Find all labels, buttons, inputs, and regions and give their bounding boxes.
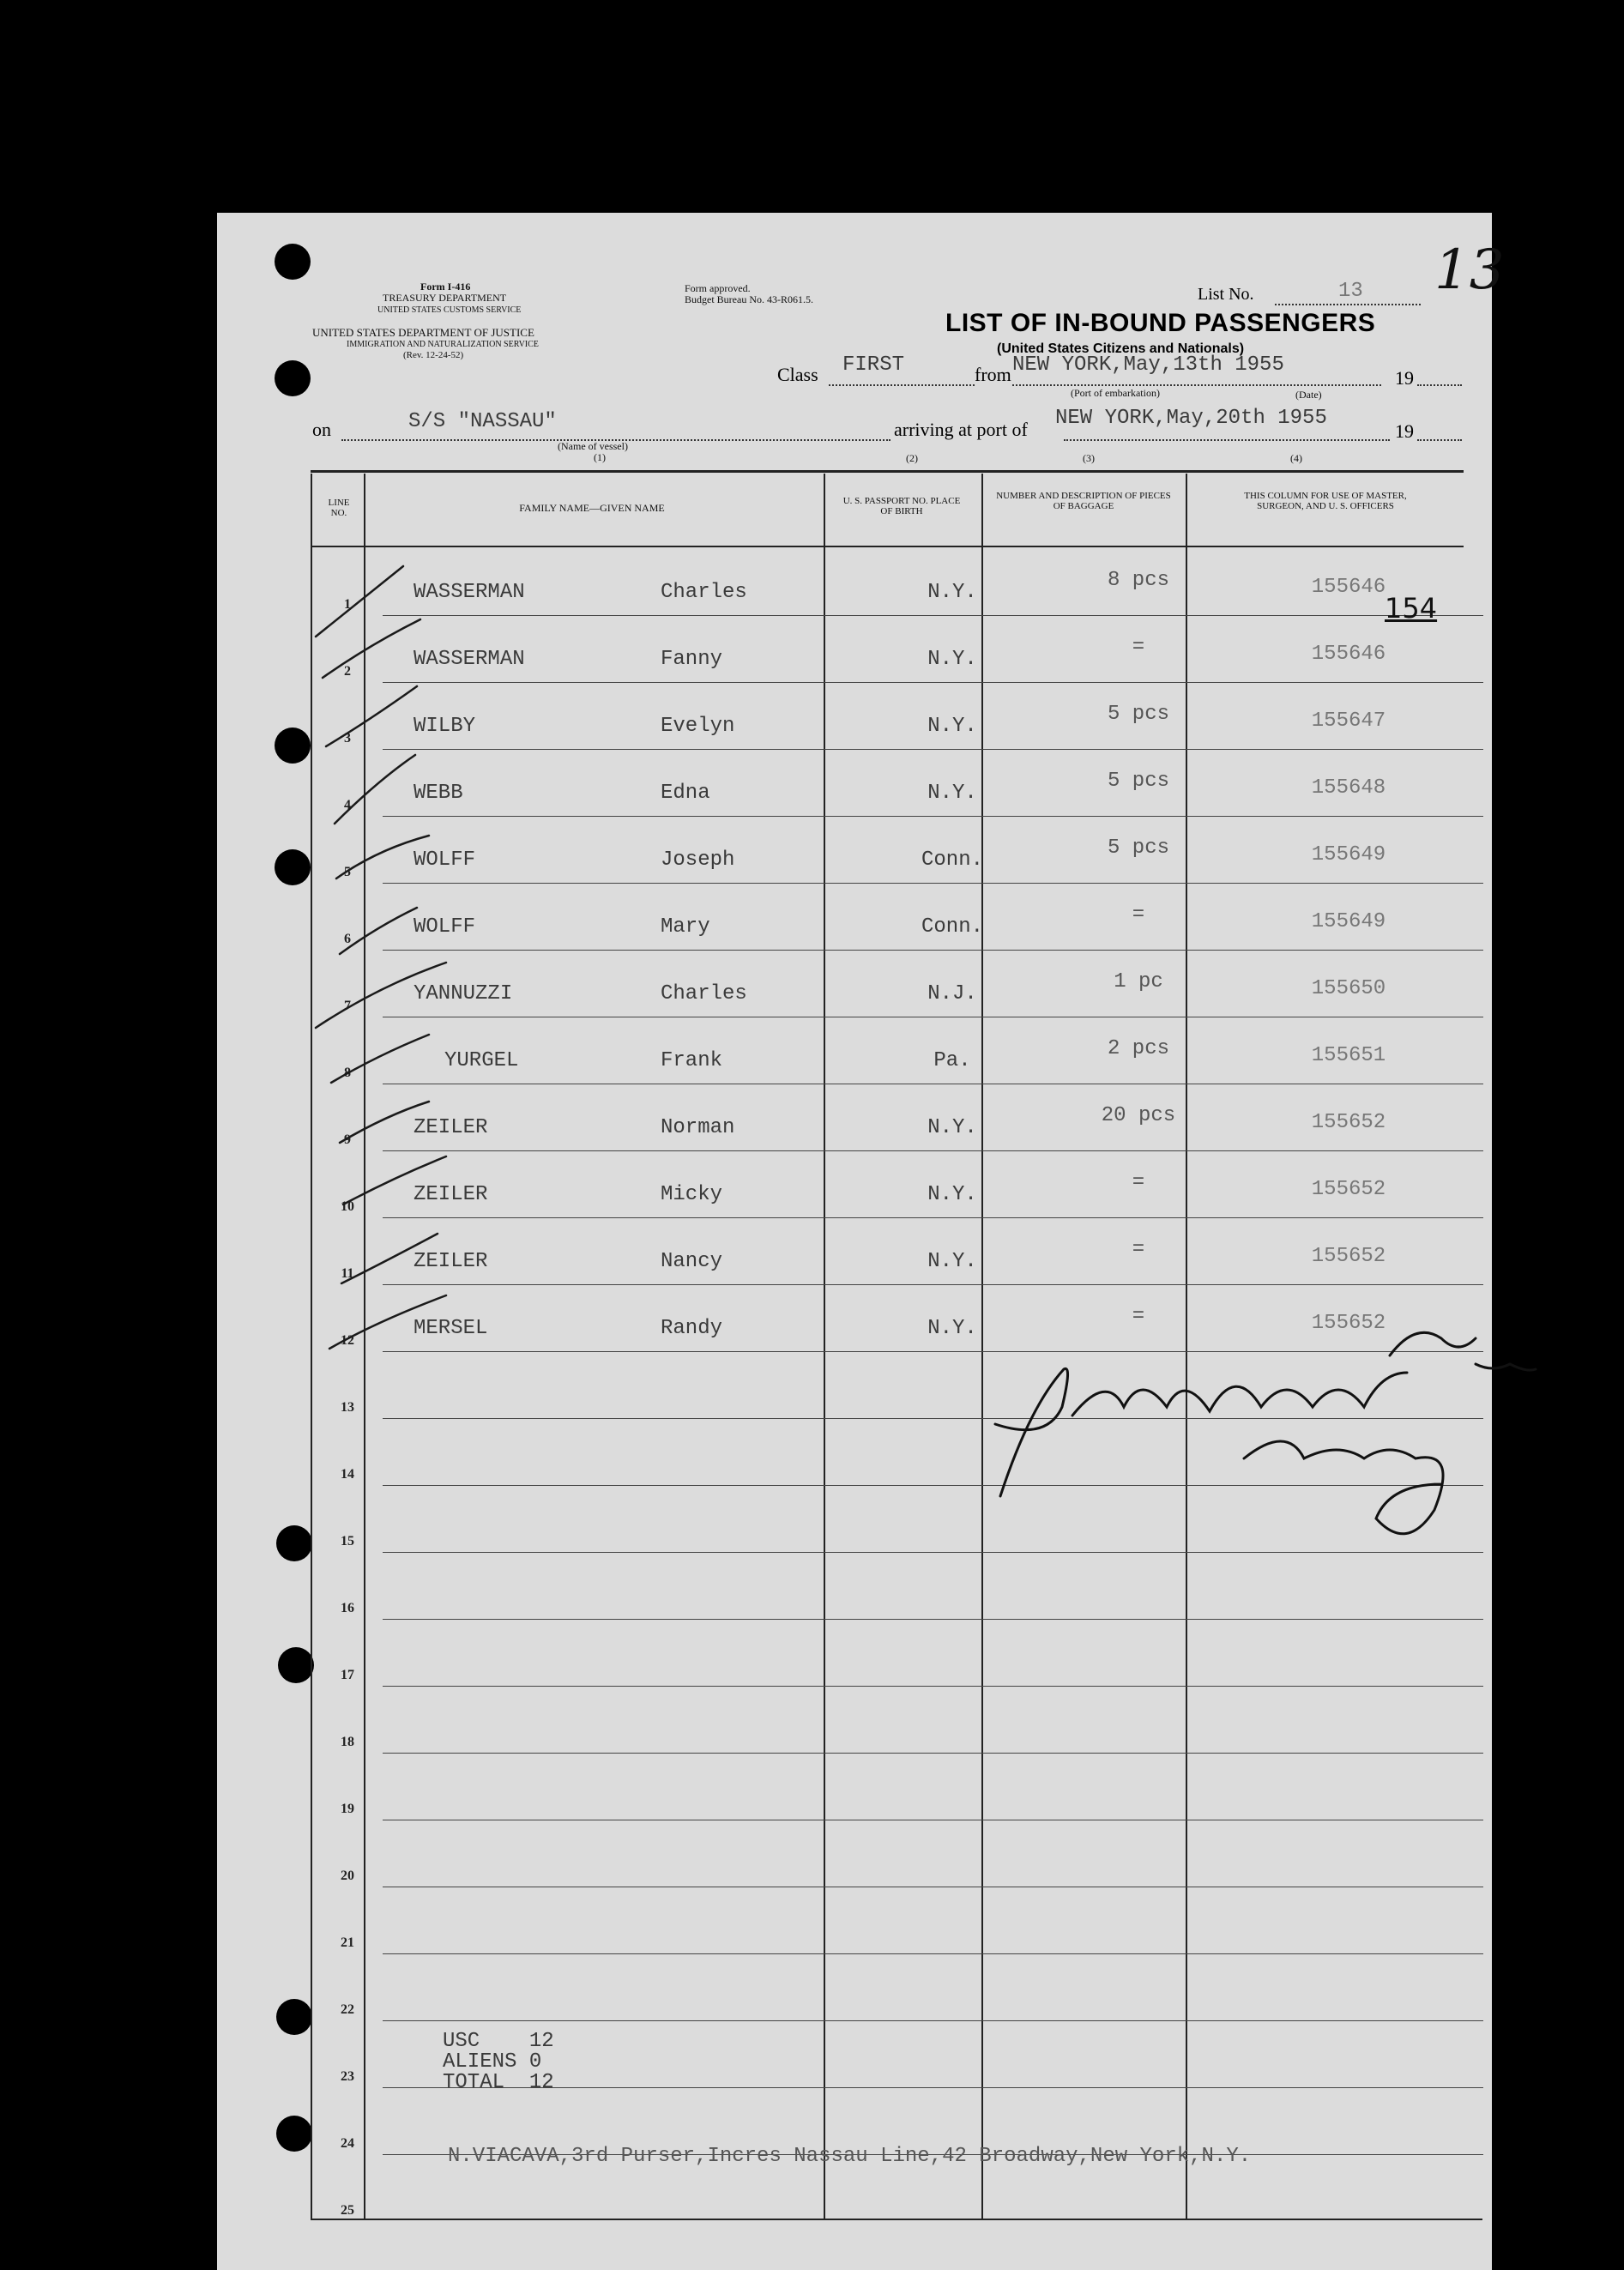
empty-row — [311, 1620, 1483, 1687]
line-number: 6 — [344, 932, 351, 946]
given-name: Frank — [661, 1049, 723, 1072]
col-header-officers: THIS COLUMN FOR USE OF MASTER, SURGEON, AND U. S. OFFICERS — [1244, 491, 1407, 511]
given-name: Randy — [661, 1317, 723, 1340]
year-rule-1 — [1417, 384, 1462, 386]
class-label: Class — [777, 364, 818, 385]
header-bottom-rule — [311, 546, 1464, 547]
vessel-caption: (Name of vessel) — [558, 440, 628, 452]
family-name: WASSERMAN — [414, 648, 525, 671]
form-number: Form I-416 — [420, 281, 471, 293]
given-name: Evelyn — [661, 715, 735, 738]
baggage-description: 5 pcs — [1107, 836, 1169, 860]
class-value: FIRST — [842, 353, 905, 377]
baggage-description: = — [1132, 1238, 1145, 1261]
aliens-total — [443, 2052, 554, 2073]
justice-department: UNITED STATES DEPARTMENT OF JUSTICE — [312, 326, 534, 339]
line-number: 14 — [341, 1467, 354, 1482]
line-number: 19 — [341, 1802, 354, 1816]
officer-number: 155647 — [1311, 709, 1386, 733]
line-number: 5 — [344, 865, 351, 879]
line-number: 17 — [341, 1668, 354, 1682]
on-label: on — [312, 419, 331, 440]
arriving-rule — [1064, 439, 1390, 441]
family-name: YANNUZZI — [414, 982, 513, 1005]
place-of-birth: N.Y. — [927, 1183, 977, 1206]
place-of-birth: N.Y. — [927, 581, 977, 604]
line-number: 20 — [341, 1869, 354, 1883]
line-number: 13 — [341, 1400, 354, 1415]
baggage-description: 20 pcs — [1101, 1104, 1176, 1127]
line-number: 18 — [341, 1735, 354, 1749]
officer-number: 155651 — [1311, 1044, 1386, 1067]
class-rule — [829, 384, 975, 386]
empty-row — [311, 1754, 1483, 1820]
family-name: WOLFF — [414, 848, 476, 872]
family-name: ZEILER — [414, 1250, 488, 1273]
punch-hole — [276, 1999, 312, 2035]
officer-number: 155652 — [1311, 1111, 1386, 1134]
budget-bureau: Budget Bureau No. 43-R061.5. — [685, 293, 813, 305]
arriving-label: arriving at port of — [894, 419, 1028, 440]
place-of-birth: Pa. — [933, 1049, 971, 1072]
table-row — [311, 884, 1483, 951]
line-number: 16 — [341, 1601, 354, 1615]
table-row — [311, 817, 1483, 884]
empty-row — [311, 1553, 1483, 1620]
punch-hole — [275, 244, 311, 280]
punch-hole — [275, 727, 311, 764]
year-prefix-2: 19 — [1395, 420, 1414, 442]
totals-block — [443, 2032, 554, 2093]
officer-number: 155649 — [1311, 843, 1386, 866]
empty-row — [311, 1887, 1483, 1954]
family-name: WEBB — [414, 782, 463, 805]
place-of-birth: N.Y. — [927, 1116, 977, 1139]
usc-label: USC — [443, 2030, 480, 2053]
line-number: 22 — [341, 2002, 354, 2017]
aliens-value: 0 — [528, 2050, 542, 2074]
punch-hole — [278, 1647, 314, 1683]
empty-row — [311, 1687, 1483, 1754]
empty-row — [311, 1419, 1483, 1486]
aliens-label: ALIENS — [443, 2050, 517, 2074]
line-number: 1 — [344, 597, 351, 612]
ins-service: IMMIGRATION AND NATURALIZATION SERVICE — [347, 340, 539, 349]
col-header-line: LINE NO. — [328, 498, 350, 518]
empty-row — [311, 1954, 1483, 2021]
treasury-department: TREASURY DEPARTMENT — [383, 292, 507, 304]
officer-number: 155649 — [1311, 910, 1386, 933]
line-number: 25 — [341, 2203, 354, 2218]
family-name: YURGEL — [444, 1049, 519, 1072]
line-number: 7 — [344, 999, 351, 1013]
form-subtitle: (United States Citizens and Nationals) — [997, 341, 1245, 356]
officer-number: 155646 — [1311, 576, 1386, 599]
customs-service: UNITED STATES CUSTOMS SERVICE — [377, 305, 522, 315]
place-of-birth: N.Y. — [927, 1250, 977, 1273]
officer-number: 155648 — [1311, 776, 1386, 800]
form-revision: (Rev. 12-24-52) — [403, 350, 464, 360]
total-label: TOTAL — [443, 2071, 505, 2094]
punch-hole — [276, 1525, 312, 1561]
punch-hole — [275, 360, 311, 396]
given-name: Mary — [661, 915, 710, 939]
officer-number: 155652 — [1311, 1178, 1386, 1201]
line-number: 2 — [344, 664, 351, 679]
place-of-birth: N.J. — [927, 982, 977, 1005]
year-prefix-1: 19 — [1395, 367, 1414, 389]
given-name: Fanny — [661, 648, 723, 671]
given-name: Edna — [661, 782, 710, 805]
table-row — [311, 1017, 1483, 1084]
list-no-label: List No. — [1198, 285, 1254, 304]
table-row — [311, 1218, 1483, 1285]
given-name: Norman — [661, 1116, 735, 1139]
punch-hole — [275, 849, 311, 885]
col-header-name: FAMILY NAME—GIVEN NAME — [519, 502, 665, 514]
line-number: 8 — [344, 1066, 351, 1080]
table-row — [311, 1285, 1483, 1352]
family-name: MERSEL — [414, 1317, 488, 1340]
baggage-description: 8 pcs — [1107, 569, 1169, 592]
list-no-value: 13 — [1338, 280, 1363, 303]
purser-line: N.VIACAVA,3rd Purser,Incres Nassau Line,42 Broadway,New York,N.Y. — [448, 2145, 1252, 2168]
officer-number: 155652 — [1311, 1245, 1386, 1268]
annotation-154: 154 — [1385, 592, 1438, 625]
place-of-birth: N.Y. — [927, 782, 977, 805]
form-title: LIST OF IN-BOUND PASSENGERS — [945, 309, 1376, 337]
given-name: Charles — [661, 982, 747, 1005]
family-name: WILBY — [414, 715, 476, 738]
baggage-description: 1 pc — [1114, 970, 1163, 993]
table-row — [311, 1084, 1483, 1151]
vessel-value: S/S "NASSAU" — [408, 410, 557, 433]
col-header-baggage: NUMBER AND DESCRIPTION OF PIECES OF BAGGAGE — [996, 491, 1171, 511]
table-row — [311, 1151, 1483, 1218]
total-value: 12 — [528, 2071, 554, 2094]
table-row — [311, 750, 1483, 817]
usc-total — [443, 2032, 554, 2052]
empty-row — [311, 1352, 1483, 1419]
vessel-col-number: (1) — [594, 451, 606, 463]
officers-col-number: (4) — [1290, 452, 1302, 464]
punch-hole — [276, 2116, 312, 2152]
family-name: ZEILER — [414, 1116, 488, 1139]
family-name: WASSERMAN — [414, 581, 525, 604]
officer-number: 155652 — [1311, 1312, 1386, 1335]
baggage-description: 2 pcs — [1107, 1037, 1169, 1060]
grand-total — [443, 2073, 554, 2093]
list-no-handwritten: 13 — [1434, 238, 1505, 302]
place-of-birth: N.Y. — [927, 715, 977, 738]
table-row — [311, 549, 1483, 616]
table-top-rule — [311, 470, 1464, 473]
given-name: Charles — [661, 581, 747, 604]
list-no-rule — [1275, 304, 1421, 305]
baggage-description: = — [1132, 903, 1145, 927]
baggage-description: = — [1132, 636, 1145, 659]
passport-col-number: (2) — [906, 452, 918, 464]
line-number: 10 — [341, 1199, 354, 1214]
line-number: 21 — [341, 1935, 354, 1950]
table-row — [311, 616, 1483, 683]
place-of-birth: N.Y. — [927, 1317, 977, 1340]
baggage-description: = — [1132, 1305, 1145, 1328]
col-header-passport: U. S. PASSPORT NO. PLACE OF BIRTH — [842, 496, 961, 516]
from-label: from — [975, 364, 1011, 385]
baggage-description: 5 pcs — [1107, 770, 1169, 793]
given-name: Joseph — [661, 848, 735, 872]
baggage-description: = — [1132, 1171, 1145, 1194]
line-number: 4 — [344, 798, 351, 812]
from-rule — [1012, 384, 1381, 386]
baggage-description: 5 pcs — [1107, 703, 1169, 726]
usc-value: 12 — [528, 2030, 554, 2053]
line-number: 24 — [341, 2136, 354, 2151]
line-number: 23 — [341, 2069, 354, 2084]
place-of-birth: Conn. — [921, 848, 983, 872]
officer-number: 155646 — [1311, 643, 1386, 666]
officer-number: 155650 — [1311, 977, 1386, 1000]
line-number: 9 — [344, 1132, 351, 1147]
table-row — [311, 683, 1483, 750]
empty-row — [311, 1820, 1483, 1887]
line-number: 12 — [341, 1333, 354, 1348]
table-row — [311, 951, 1483, 1017]
given-name: Nancy — [661, 1250, 723, 1273]
given-name: Micky — [661, 1183, 723, 1206]
place-of-birth: Conn. — [921, 915, 983, 939]
empty-row — [311, 1486, 1483, 1553]
family-name: WOLFF — [414, 915, 476, 939]
form-approved: Form approved. — [685, 282, 751, 294]
family-name: ZEILER — [414, 1183, 488, 1206]
line-number: 11 — [341, 1266, 354, 1281]
place-of-birth: N.Y. — [927, 648, 977, 671]
arriving-value: NEW YORK,May,20th 1955 — [1055, 407, 1327, 430]
baggage-col-number: (3) — [1083, 452, 1095, 464]
port-embark-caption: (Port of embarkation) — [1071, 387, 1160, 399]
from-value: NEW YORK,May,13th 1955 — [1012, 353, 1284, 377]
line-number: 3 — [344, 731, 351, 746]
year-rule-2 — [1417, 439, 1462, 441]
date-caption: (Date) — [1295, 389, 1322, 401]
line-number: 15 — [341, 1534, 354, 1549]
